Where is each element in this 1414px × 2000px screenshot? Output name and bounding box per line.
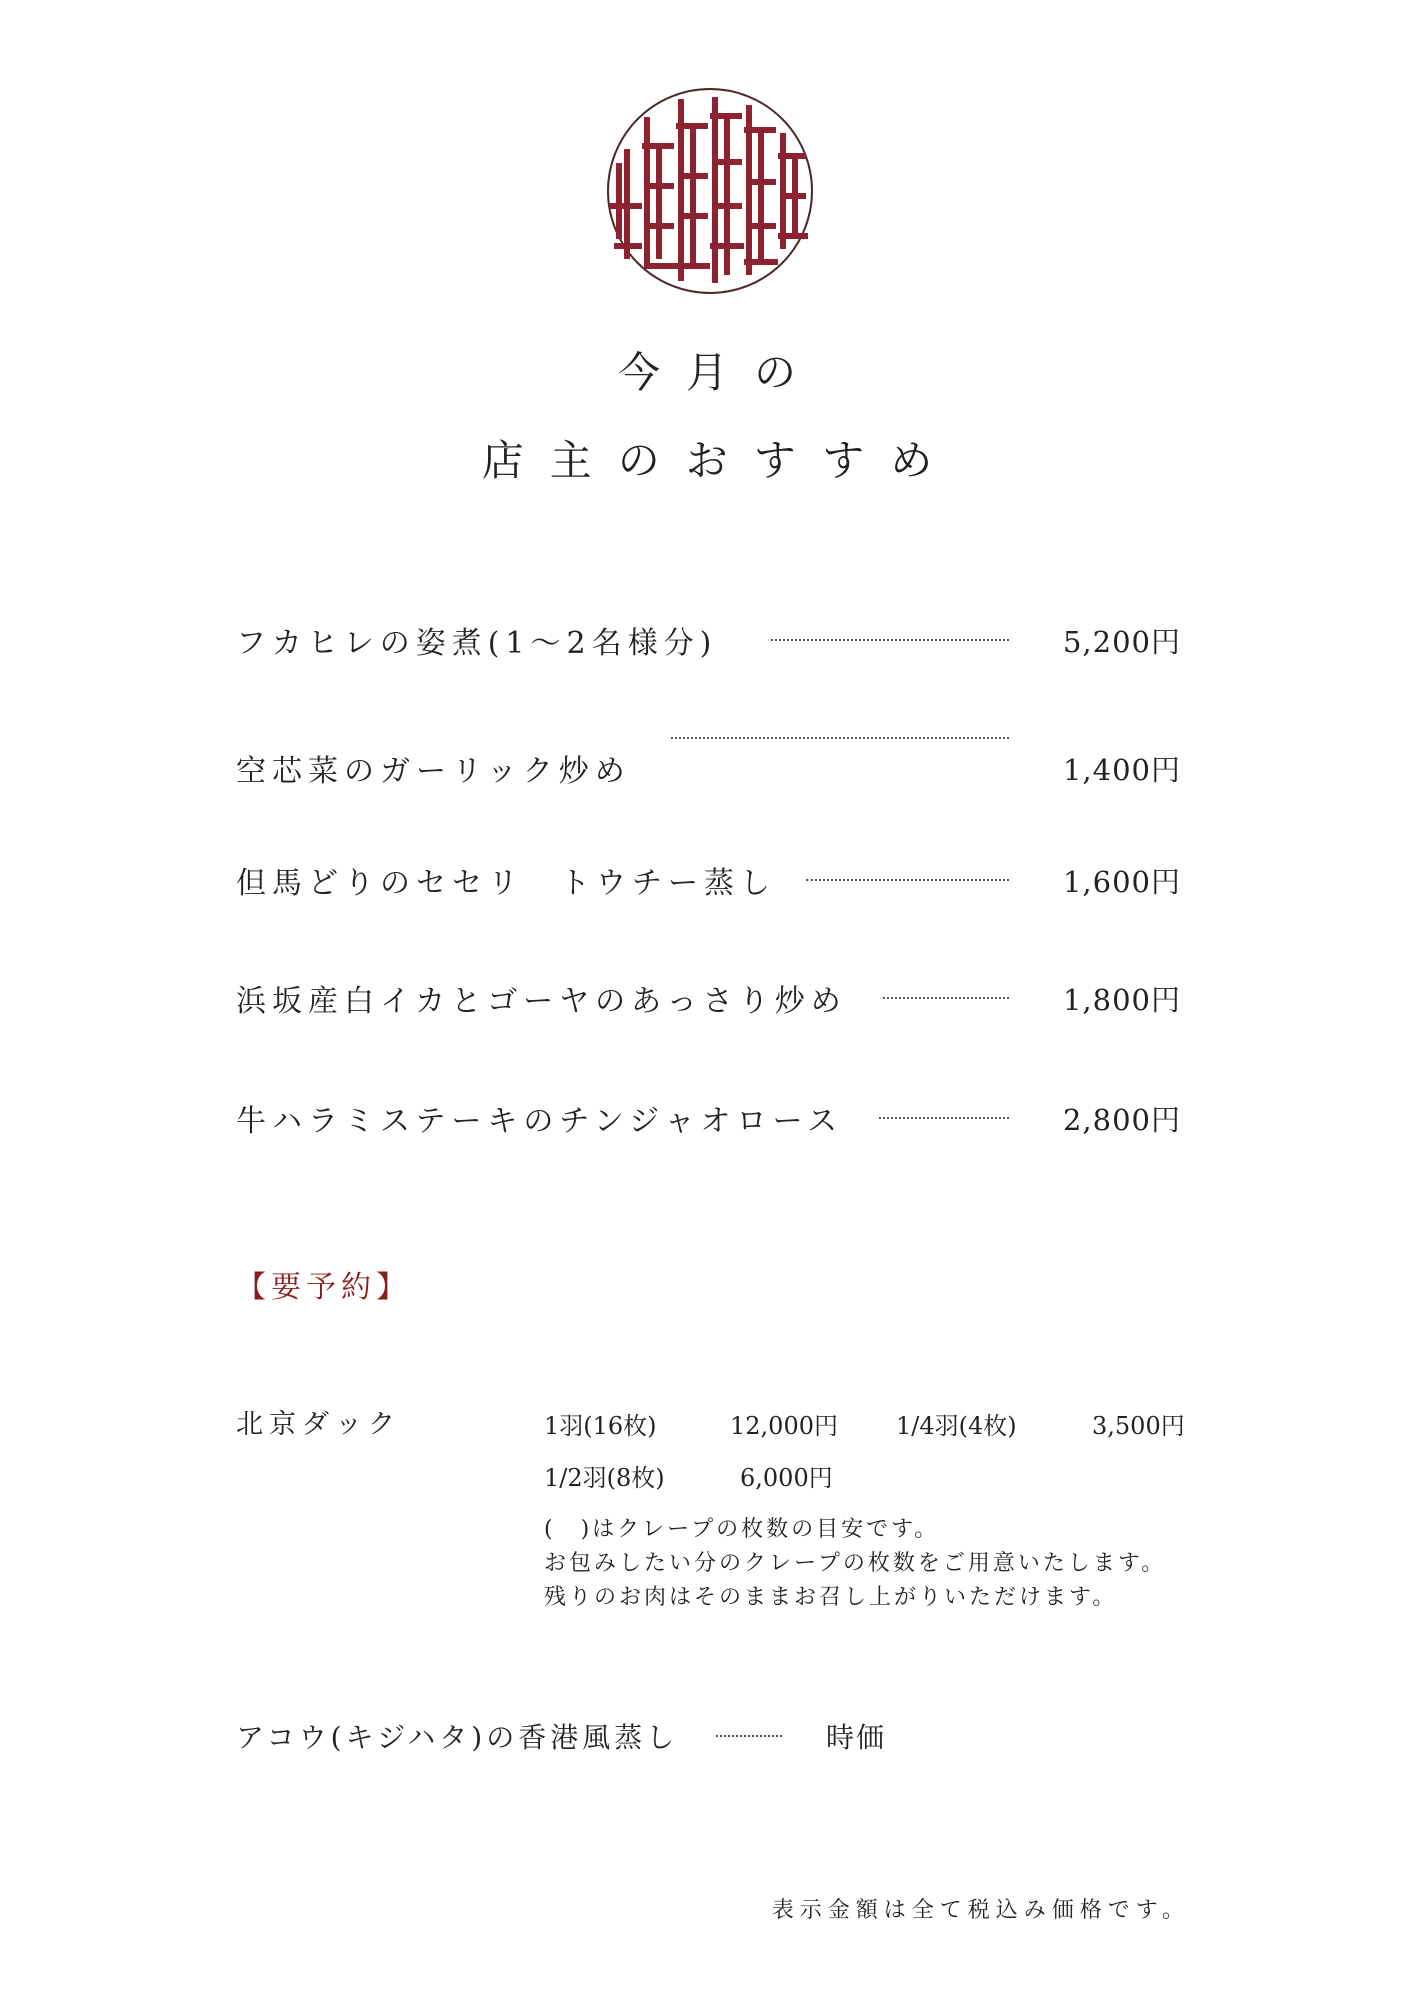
duck-note: お包みしたい分のクレープの枚数をご用意いたします。 bbox=[544, 1551, 1167, 1576]
menu-item-price: 2,800円 bbox=[1062, 1102, 1181, 1137]
menu-item-name: フカヒレの姿煮(1〜2名様分) bbox=[236, 626, 718, 661]
menu-item bbox=[236, 976, 1181, 1020]
menu-item-price: 1,800円 bbox=[1062, 982, 1181, 1017]
dotted-leader bbox=[716, 1735, 782, 1737]
menu-item-name: 浜坂産白イカとゴーヤのあっさり炒め bbox=[236, 984, 847, 1019]
title-line-1: 今月の bbox=[617, 348, 822, 397]
duck-option-price: 6,000円 bbox=[740, 1464, 833, 1492]
menu-item bbox=[236, 738, 1181, 789]
reservation-required-label: 【要予約】 bbox=[236, 1270, 411, 1305]
menu-item-price: 時価 bbox=[825, 1721, 886, 1754]
peking-duck-name: 北京ダック bbox=[236, 1409, 401, 1440]
tax-included-note: 表示金額は全て税込み価格です。 bbox=[771, 1898, 1190, 1923]
menu-item bbox=[236, 858, 1181, 902]
menu-item-price: 1,400円 bbox=[1062, 752, 1181, 787]
duck-note: ( )はクレープの枚数の目安です。 bbox=[544, 1517, 940, 1542]
dotted-leader bbox=[771, 639, 1009, 641]
duck-option-price: 12,000円 bbox=[730, 1412, 838, 1440]
duck-option-label: 1/4羽(4枚) bbox=[896, 1412, 1017, 1440]
menu-item-name: 空芯菜のガーリック炒め bbox=[236, 754, 631, 789]
menu-item-name: 牛ハラミステーキのチンジャオロース bbox=[236, 1104, 844, 1139]
menu-item-ako bbox=[236, 1714, 886, 1758]
duck-option-label: 1羽(16枚) bbox=[544, 1412, 657, 1440]
menu-item bbox=[236, 618, 1181, 662]
dotted-leader bbox=[671, 737, 1009, 739]
duck-option-label: 1/2羽(8枚) bbox=[544, 1464, 665, 1492]
menu-item-price: 5,200円 bbox=[1062, 624, 1181, 659]
menu-item bbox=[236, 1096, 1181, 1140]
menu-item-name: 但馬どりのセセリ トウチー蒸し bbox=[236, 866, 776, 901]
dotted-leader bbox=[806, 879, 1009, 881]
dotted-leader bbox=[883, 997, 1009, 999]
title-line-2: 店主のおすすめ bbox=[481, 436, 959, 485]
menu-item-price: 1,600円 bbox=[1062, 864, 1181, 899]
restaurant-seal-logo bbox=[605, 86, 815, 296]
menu-item-name: アコウ(キジハタ)の香港風蒸し bbox=[236, 1721, 679, 1754]
duck-note: 残りのお肉はそのままお召し上がりいただけます。 bbox=[544, 1585, 1118, 1610]
duck-option-price: 3,500円 bbox=[1092, 1412, 1185, 1440]
dotted-leader bbox=[879, 1117, 1009, 1119]
